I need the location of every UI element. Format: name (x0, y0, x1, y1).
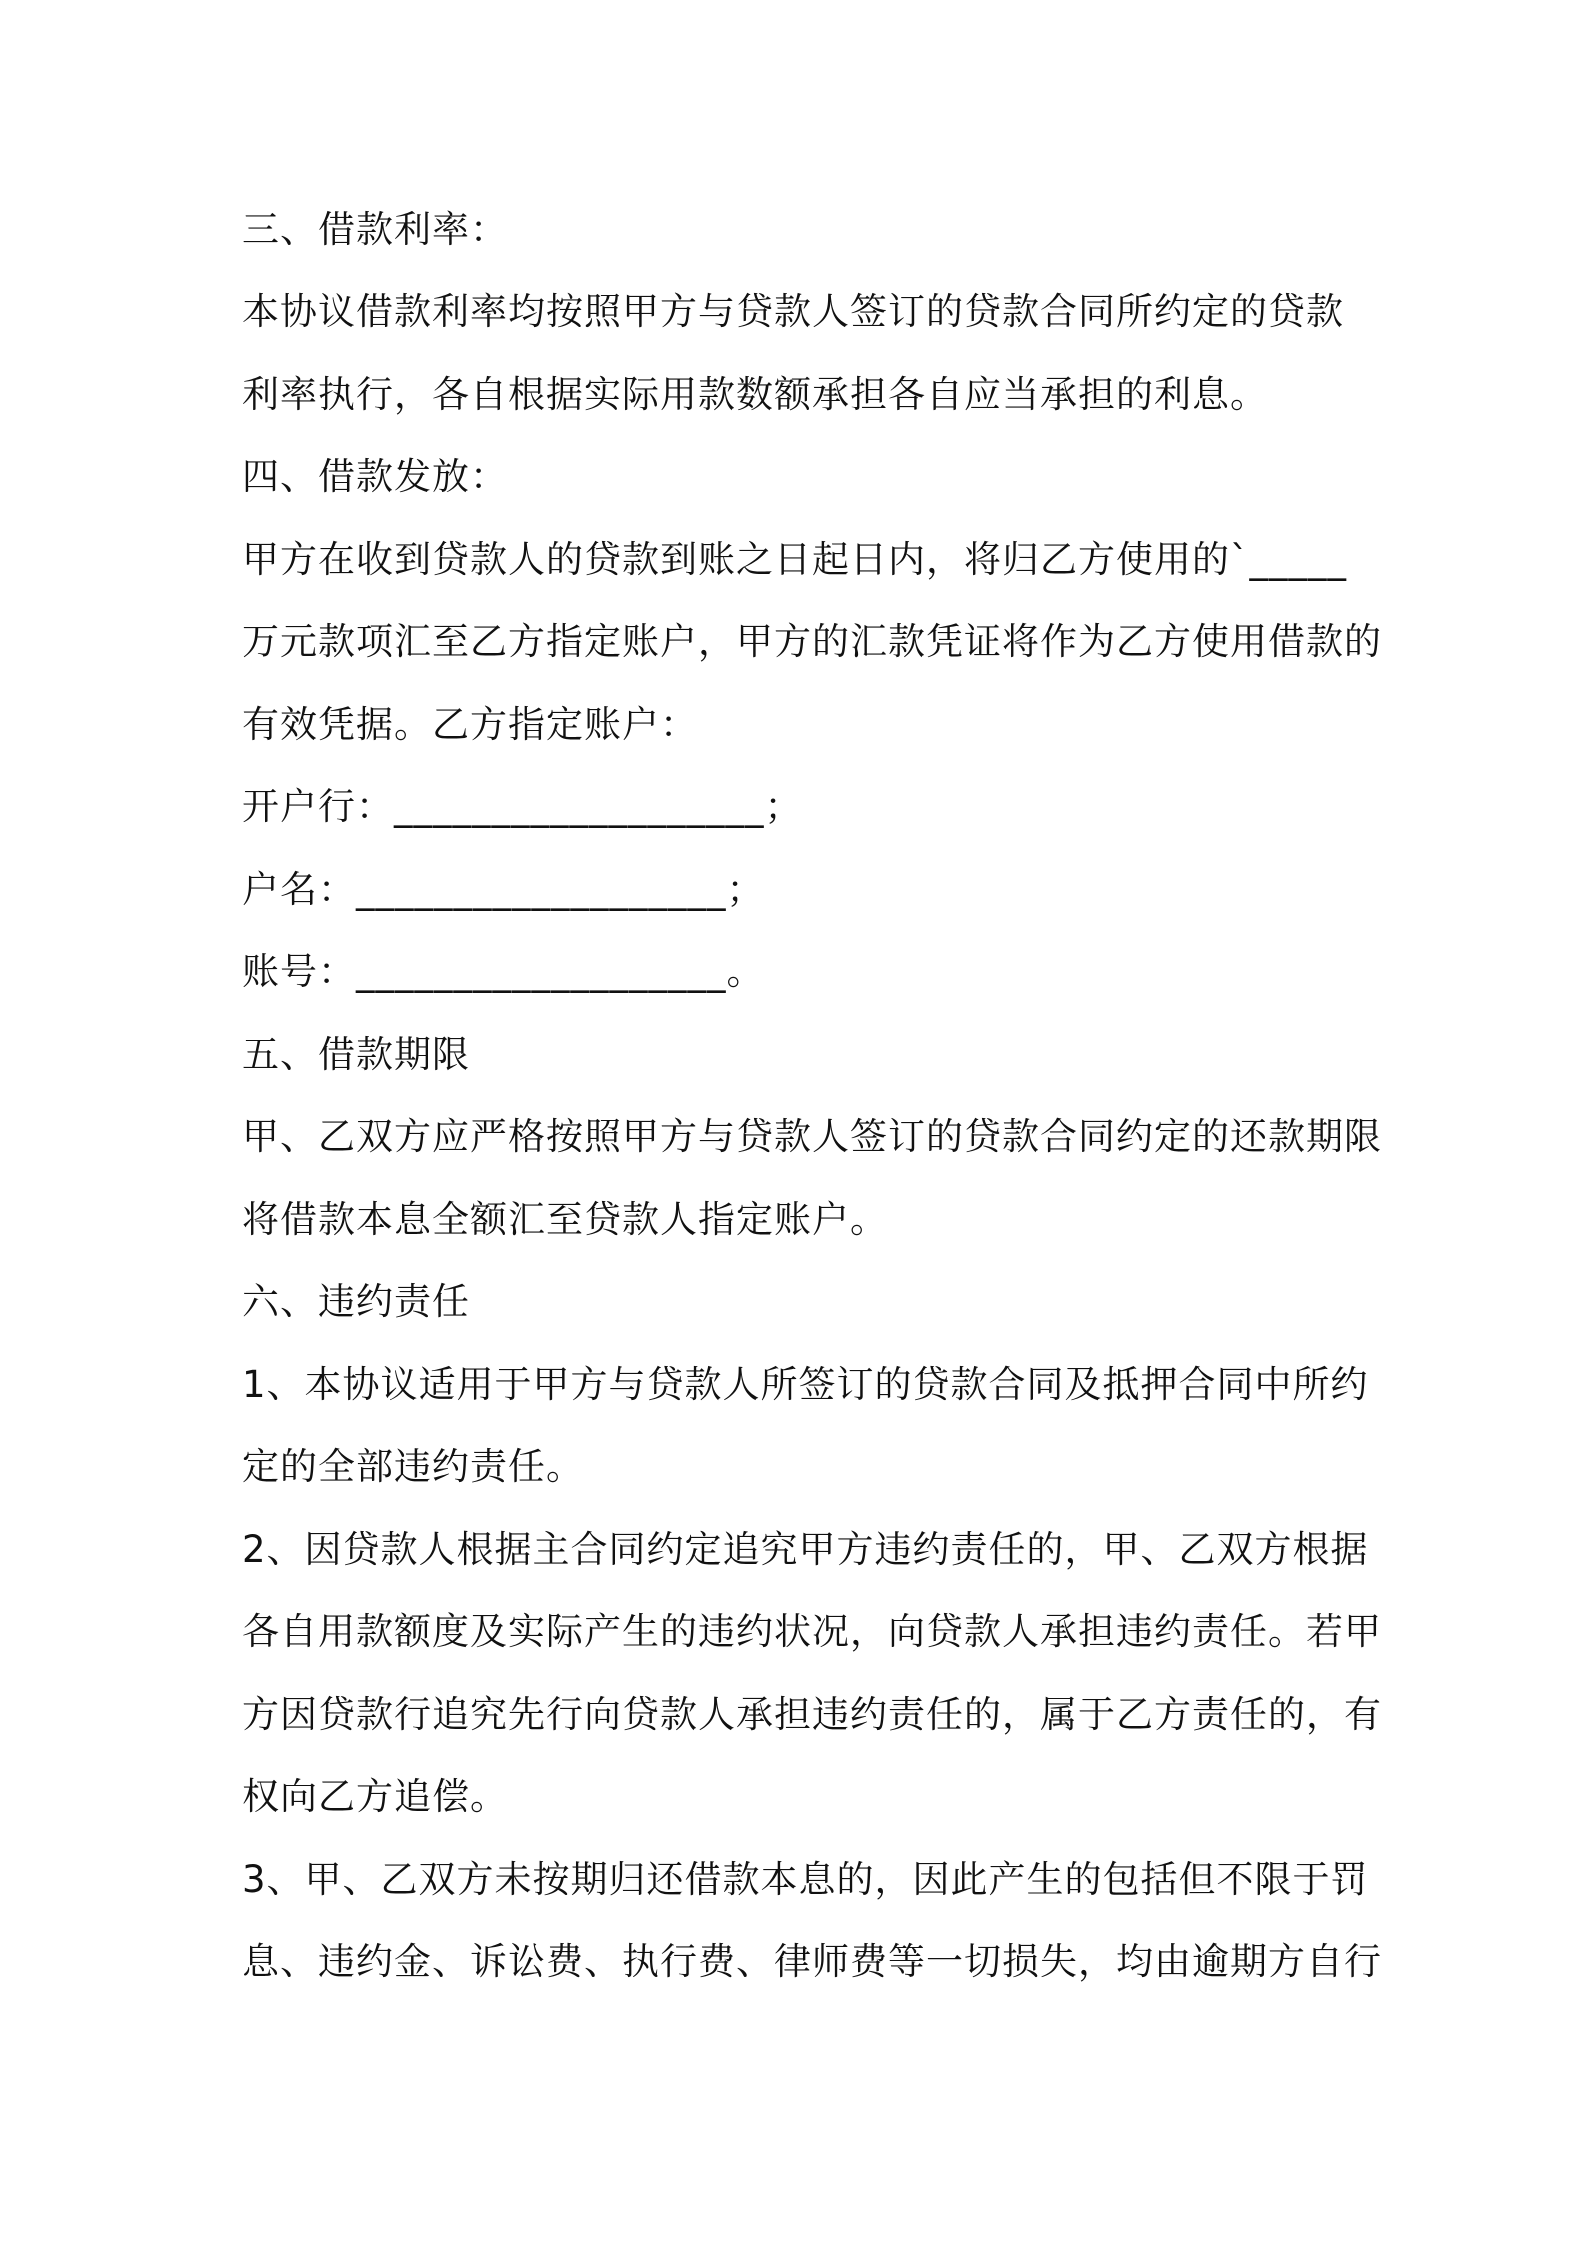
section-heading-loan-disbursement: 四、借款发放： (242, 455, 508, 498)
account-name-field-line: 户名：___________________； (242, 868, 765, 911)
paragraph-line: 万元款项汇至乙方指定账户，甲方的汇款凭证将作为乙方使用借款的 (242, 620, 1382, 663)
paragraph-line: 3、甲、乙双方未按期归还借款本息的，因此产生的包括但不限于罚 (242, 1858, 1369, 1901)
paragraph-line: 甲、乙双方应严格按照甲方与贷款人签订的贷款合同约定的还款期限 (242, 1115, 1382, 1158)
section-heading-loan-term: 五、借款期限 (242, 1033, 470, 1076)
paragraph-line: 权向乙方追偿。 (242, 1775, 508, 1818)
paragraph-line: 方因贷款行追究先行向贷款人承担违约责任的，属于乙方责任的，有 (242, 1693, 1382, 1736)
paragraph-line: 1、本协议适用于甲方与贷款人所签订的贷款合同及抵押合同中所约 (242, 1363, 1369, 1406)
paragraph-line: 利率执行，各自根据实际用款数额承担各自应当承担的利息。 (242, 373, 1268, 416)
paragraph-line: 各自用款额度及实际产生的违约状况，向贷款人承担违约责任。若甲 (242, 1610, 1382, 1653)
paragraph-line: 将借款本息全额汇至贷款人指定账户。 (242, 1198, 888, 1241)
paragraph-line: 息、违约金、诉讼费、执行费、律师费等一切损失，均由逾期方自行 (242, 1940, 1382, 1983)
paragraph-line: 甲方在收到贷款人的贷款到账之日起日内，将归乙方使用的`_____ (242, 538, 1347, 581)
paragraph-line: 本协议借款利率均按照甲方与贷款人签订的贷款合同所约定的贷款 (242, 290, 1344, 333)
account-number-field-line: 账号：___________________。 (242, 950, 765, 993)
bank-field-line: 开户行：___________________； (242, 785, 803, 828)
paragraph-line: 有效凭据。乙方指定账户： (242, 703, 698, 746)
paragraph-line: 2、因贷款人根据主合同约定追究甲方违约责任的，甲、乙双方根据 (242, 1528, 1369, 1571)
paragraph-line: 定的全部违约责任。 (242, 1445, 584, 1488)
section-heading-breach-liability: 六、违约责任 (242, 1280, 470, 1323)
section-heading-interest-rate: 三、借款利率： (242, 208, 508, 251)
